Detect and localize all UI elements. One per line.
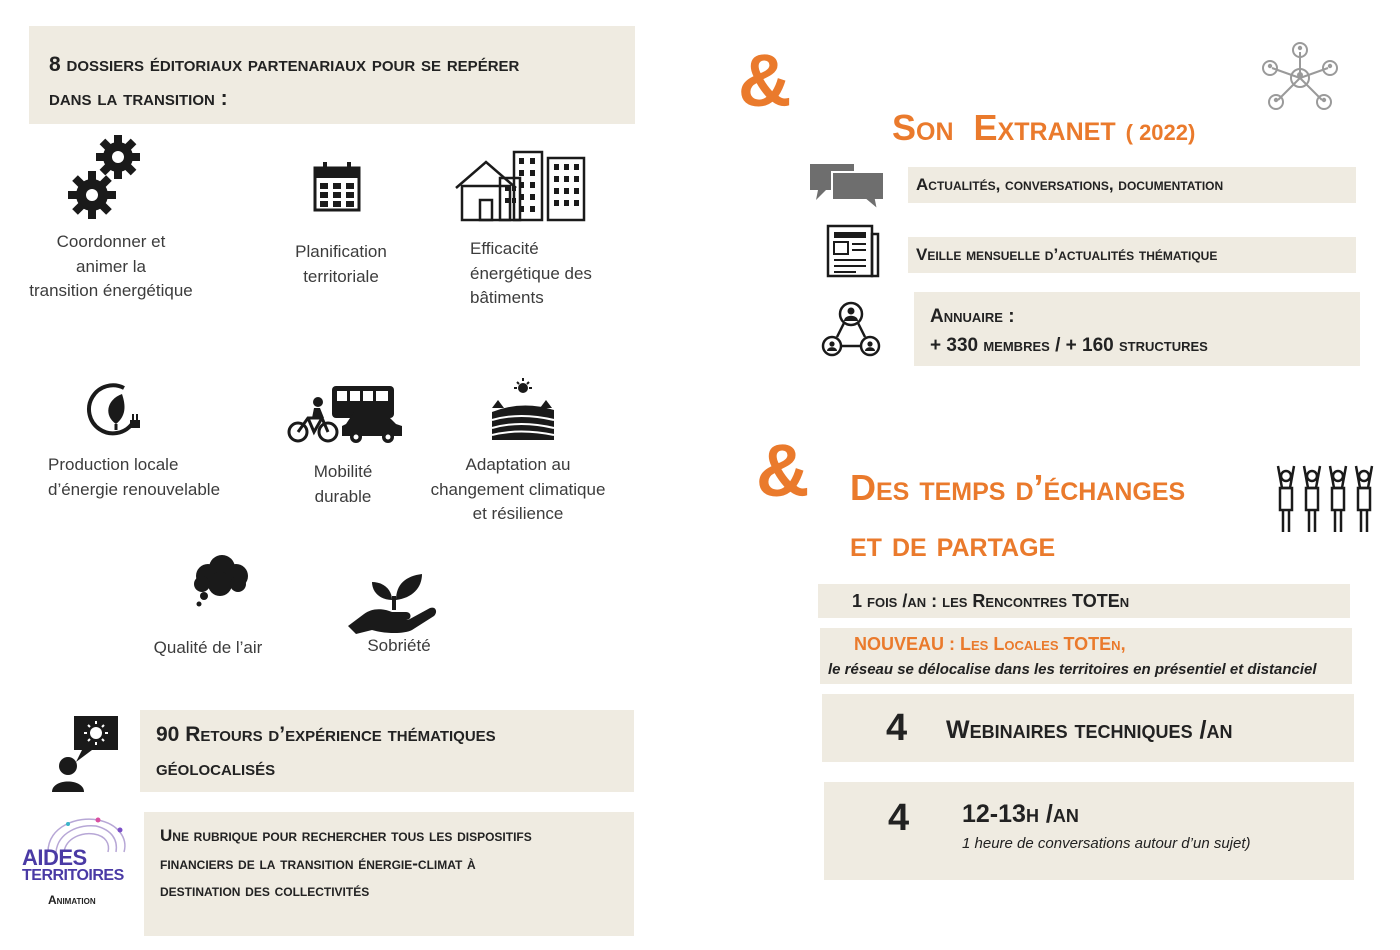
retours-line1: 90 Retours d’expérience thématiques	[156, 723, 496, 746]
gears-icon	[68, 133, 144, 223]
aides-caption: Animation	[48, 893, 96, 907]
aides-territoires-logo[interactable]	[18, 812, 136, 912]
extranet-item-veille: Veille mensuelle d’actualités thématique	[908, 237, 1356, 273]
calendar-icon	[312, 160, 362, 212]
dossiers-header-box	[29, 26, 635, 124]
dossier-label-mobilite: Mobilité durable	[313, 462, 373, 506]
dossier-label-production: Production locale d’énergie renouvelable	[48, 455, 221, 499]
retours-line2: géolocalisés	[156, 757, 276, 780]
annuaire-detail: + 330 membres / + 160 structures	[930, 335, 1208, 356]
ampersand-extranet: &	[738, 39, 792, 122]
aides-logo-line2: TERRITOIRES	[22, 867, 124, 884]
echanges-title	[850, 460, 1185, 572]
dossier-label-adaptation: Adaptation au changement climatique et résilience	[430, 455, 606, 523]
hand-plant-icon	[346, 570, 438, 636]
webinaires-box: 4 Webinaires techniques /an	[822, 694, 1354, 762]
directory-people-icon	[820, 298, 882, 360]
dossier-label-planification: Planification territoriale	[295, 242, 387, 286]
renewable-energy-icon	[86, 380, 146, 438]
midis-box: 4 12-13h /an 1 heure de conversations autour d’un sujet)	[824, 782, 1354, 880]
extranet-title: Son Extranet ( 2022)	[892, 107, 1196, 148]
rubrique-box	[144, 812, 634, 936]
dossiers-header-line1: 8 dossiers éditoriaux partenariaux pour se repérer	[49, 53, 520, 76]
buildings-icon	[452, 148, 590, 224]
rencontres-box: 1 fois /an : les Rencontres TOTEn	[818, 584, 1350, 618]
rubrique-line2: financiers de la transition énergie-climat à	[160, 853, 476, 873]
network-people-icon	[1260, 40, 1340, 112]
dossier-label-qualite-air: Qualité de l’air	[153, 638, 263, 657]
dossiers-header-line2: dans la transition :	[49, 87, 228, 110]
rubrique-line3: destination des collectivités	[160, 881, 370, 900]
retours-box	[140, 710, 634, 792]
annuaire-box	[914, 292, 1360, 366]
annuaire-title: Annuaire :	[930, 306, 1015, 327]
person-speech-icon	[50, 714, 120, 794]
group-people-icon	[1272, 464, 1384, 536]
climate-landscape-icon	[490, 378, 556, 442]
mobility-icon	[286, 384, 406, 446]
dossier-label-sobriete: Sobriété	[367, 636, 431, 655]
extranet-item-actualites: Actualités, conversations, documentation	[908, 167, 1356, 203]
rubrique-line1: Une rubrique pour rechercher tous les dispositifs	[160, 826, 532, 845]
nouveau-box: NOUVEAU : Les Locales TOTEn, le réseau se délocalise dans les territoires en présentiel et distanciel	[820, 628, 1352, 684]
dossier-label-coordonner: Coordonner et animer la transition énergétique	[29, 232, 193, 300]
dossier-label-efficacite: Efficacité énergétique des bâtiments	[470, 239, 592, 307]
newspaper-icon	[826, 224, 880, 280]
chat-bubbles-icon	[808, 160, 886, 212]
ampersand-echanges: &	[756, 429, 810, 512]
aides-logo-line1: AIDES	[22, 845, 87, 870]
air-cloud-icon	[190, 554, 252, 610]
echanges-line1: Des temps d’échanges	[850, 467, 1186, 508]
echanges-line2: et de partage	[850, 523, 1056, 564]
